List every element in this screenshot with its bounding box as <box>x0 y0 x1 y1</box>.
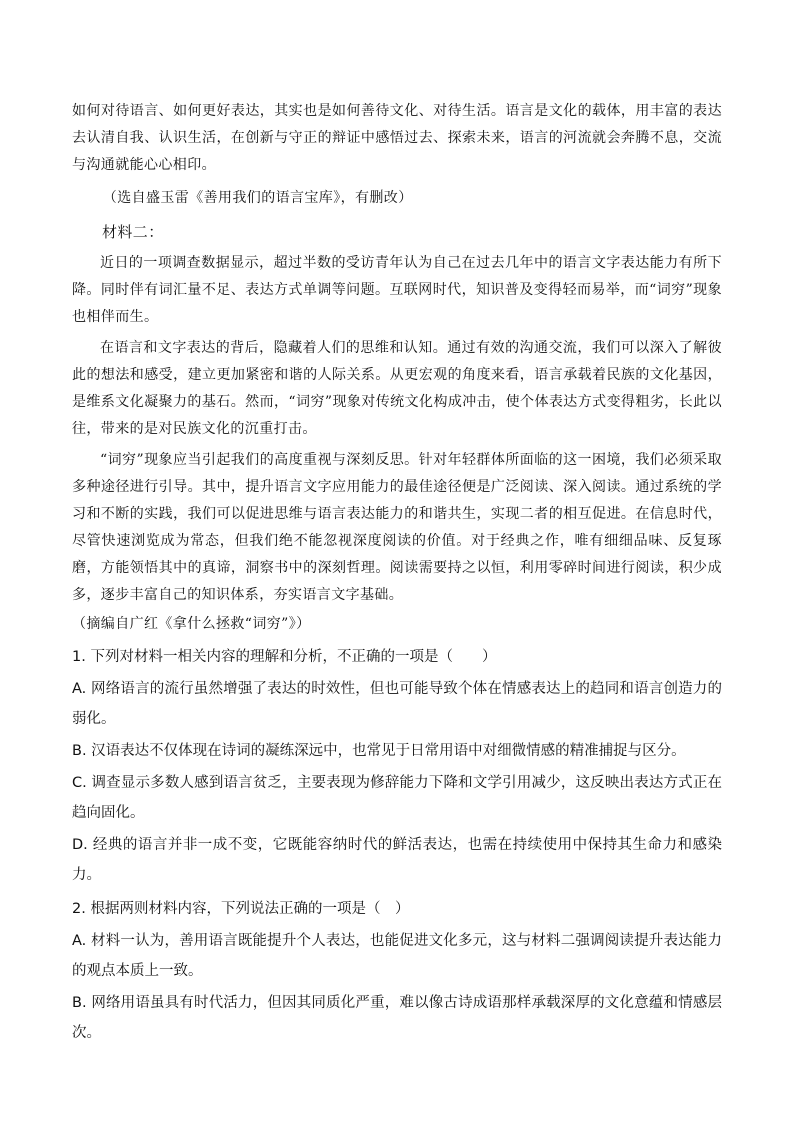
question-1-option-c: C. 调查显示多数人感到语言贫乏，主要表现为修辞能力下降和文学引用减少，这反映出表达方式正在趋向固化。 <box>72 775 722 821</box>
question-1-stem: 1. 下列对材料一相关内容的理解和分析，不正确的一项是（ ） <box>72 649 497 665</box>
material2-paragraph-1: 近日的一项调查数据显示，超过半数的受访青年认为自己在过去几年中的语言文字表达能力有所下降。同时伴有词汇量不足、表达方式单调等问题。互联网时代，知识普及变得轻而易举，而“词穷”现象也相伴而生。 <box>72 255 722 325</box>
material2-citation: （摘编自广红《拿什么拯救“词穷”》） <box>72 616 311 632</box>
material1-citation: （选自盛玉雷《善用我们的语言宝库》，有删改） <box>102 190 413 206</box>
material2-paragraph-2: 在语言和文字表达的背后，隐藏着人们的思维和认知。通过有效的沟通交流，我们可以深入了解彼此的想法和感受，建立更加紧密和谐的人际关系。从更宏观的角度来看，语言承载着民族的文化基因，是维系文化凝聚力的基石。然而，“词穷”现象对传统文化构成冲击，使个体表达方式变得粗劣，长此以往，带来的是对民族文化的沉重打击。 <box>72 340 722 437</box>
question-1-option-a: A. 网络语言的流行虽然增强了表达的时效性，但也可能导致个体在情感表达上的趋同和语言创造力的弱化。 <box>72 681 722 727</box>
material2-paragraph-3: “词穷”现象应当引起我们的高度重视与深刻反思。针对年轻群体所面临的这一困境，我们必须采取多种途径进行引导。其中，提升语言文字应用能力的最佳途径便是广泛阅读、深入阅读。通过系统的学习和不断的实践，我们可以促进思维与语言表达能力的和谐共生，实现二者的相互促进。在信息时代，尽管快速浏览成为常态，但我们绝不能忽视深度阅读的价值。对于经典之作，唯有细细品味、反复琢磨，方能领悟其中的真谛，洞察书中的深刻哲理。阅读需要持之以恒，利用零碎时间进行阅读，积少成多，逐步丰富自己的知识体系，夯实语言文字基础。 <box>72 452 722 603</box>
question-1-option-b: B. 汉语表达不仅体现在诗词的凝练深远中，也常见于日常用语中对细微情感的精准捕捉与区分。 <box>72 743 686 759</box>
question-2-stem: 2. 根据两则材料内容，下列说法正确的一项是（ ） <box>72 901 410 917</box>
document-content <box>72 98 722 1048</box>
material1-tail-paragraph: 如何对待语言、如何更好表达，其实也是如何善待文化、对待生活。语言是文化的载体，用丰富的表达去认清自我、认识生活，在创新与守正的辩证中感悟过去、探索未来，语言的河流就会奔腾不息，交流与沟通就能心心相印。 <box>72 103 722 173</box>
question-1-option-d: D. 经典的语言并非一成不变，它既能容纳时代的鲜活表达，也需在持续使用中保持其生命力和感染力。 <box>72 837 722 883</box>
material2-heading: 材料二： <box>102 223 164 241</box>
question-2-option-b: B. 网络用语虽具有时代活力，但因其同质化严重，难以像古诗成语那样承载深厚的文化意蕴和情感层次。 <box>72 995 722 1041</box>
question-2-option-a: A. 材料一认为，善用语言既能提升个人表达，也能促进文化多元，这与材料二强调阅读提升表达能力的观点本质上一致。 <box>72 933 722 979</box>
